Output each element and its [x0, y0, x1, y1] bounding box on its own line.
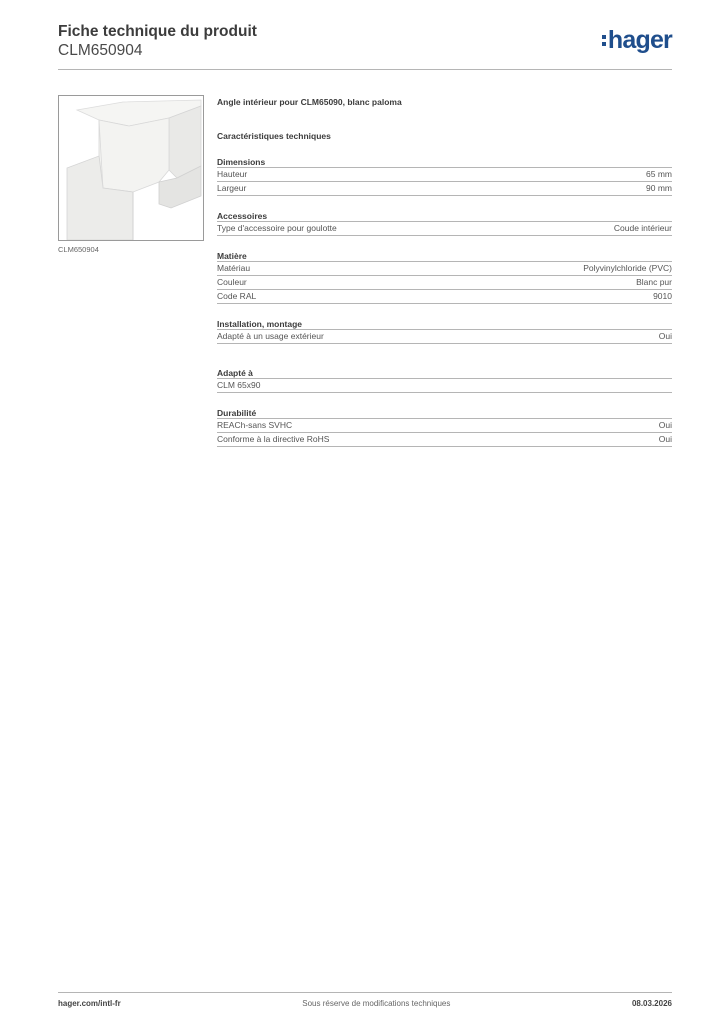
section-title: Durabilité: [217, 407, 672, 419]
spec-label: Adapté à un usage extérieur: [217, 331, 324, 341]
section-matiere: [217, 250, 672, 304]
spec-value: 9010: [653, 291, 672, 301]
spec-value: Oui: [658, 420, 672, 430]
spec-row: [217, 419, 672, 433]
spec-row: [217, 222, 672, 236]
page-footer: [58, 992, 672, 1008]
spec-label: Type d'accessoire pour goulotte: [217, 223, 337, 233]
spec-content: [217, 96, 672, 447]
section-durabilite: [217, 407, 672, 447]
footer-website-link[interactable]: hager.com/intl-fr: [58, 999, 121, 1008]
image-caption: CLM650904: [58, 245, 99, 254]
section-installation: [217, 318, 672, 344]
spec-row: [217, 379, 672, 393]
section-title: Dimensions: [217, 156, 672, 168]
spec-row: [217, 290, 672, 304]
spec-label: Matériau: [217, 263, 251, 273]
spec-value: Oui: [658, 434, 672, 444]
spec-value: Coude intérieur: [613, 223, 672, 233]
spec-value: 65 mm: [646, 169, 672, 179]
section-title: Installation, montage: [217, 318, 672, 330]
spec-value: Polyvinylchloride (PVC): [583, 263, 672, 273]
spec-label: Hauteur: [217, 169, 248, 179]
logo-wordmark: hager: [607, 26, 672, 54]
spec-label: CLM 65x90: [217, 380, 261, 390]
section-adapte: [217, 367, 672, 393]
spec-row: [217, 330, 672, 344]
footer-date: 08.03.2026: [631, 999, 672, 1008]
corner-duct-icon: [59, 96, 203, 240]
spec-label: Code RAL: [217, 291, 257, 301]
product-description: Angle intérieur pour CLM65090, blanc paloma: [217, 97, 402, 107]
hager-logo: [602, 27, 672, 53]
spec-value: 90 mm: [646, 183, 672, 193]
page-title: Fiche technique du produit: [58, 23, 257, 40]
section-title: Adapté à: [217, 367, 672, 379]
spec-row: [217, 262, 672, 276]
product-image: [58, 95, 204, 241]
section-title: Accessoires: [217, 210, 672, 222]
spec-label: Largeur: [217, 183, 247, 193]
spec-row: [217, 433, 672, 447]
footer-disclaimer: Sous réserve de modifications techniques: [302, 999, 451, 1008]
section-dimensions: [217, 156, 672, 196]
spec-label: Conforme à la directive RoHS: [217, 434, 330, 444]
section-title: Matière: [217, 250, 672, 262]
spec-value: Oui: [658, 331, 672, 341]
product-reference: CLM650904: [58, 42, 143, 59]
spec-row: [217, 168, 672, 182]
spec-label: REACh-sans SVHC: [217, 420, 293, 430]
spec-value: Blanc pur: [636, 277, 672, 287]
tech-characteristics-heading: Caractéristiques techniques: [217, 131, 331, 141]
spec-row: [217, 182, 672, 196]
page-header: [58, 22, 672, 70]
spec-row: [217, 276, 672, 290]
section-accessoires: [217, 210, 672, 236]
spec-label: Couleur: [217, 277, 247, 287]
logo-dots-icon: [602, 33, 606, 47]
